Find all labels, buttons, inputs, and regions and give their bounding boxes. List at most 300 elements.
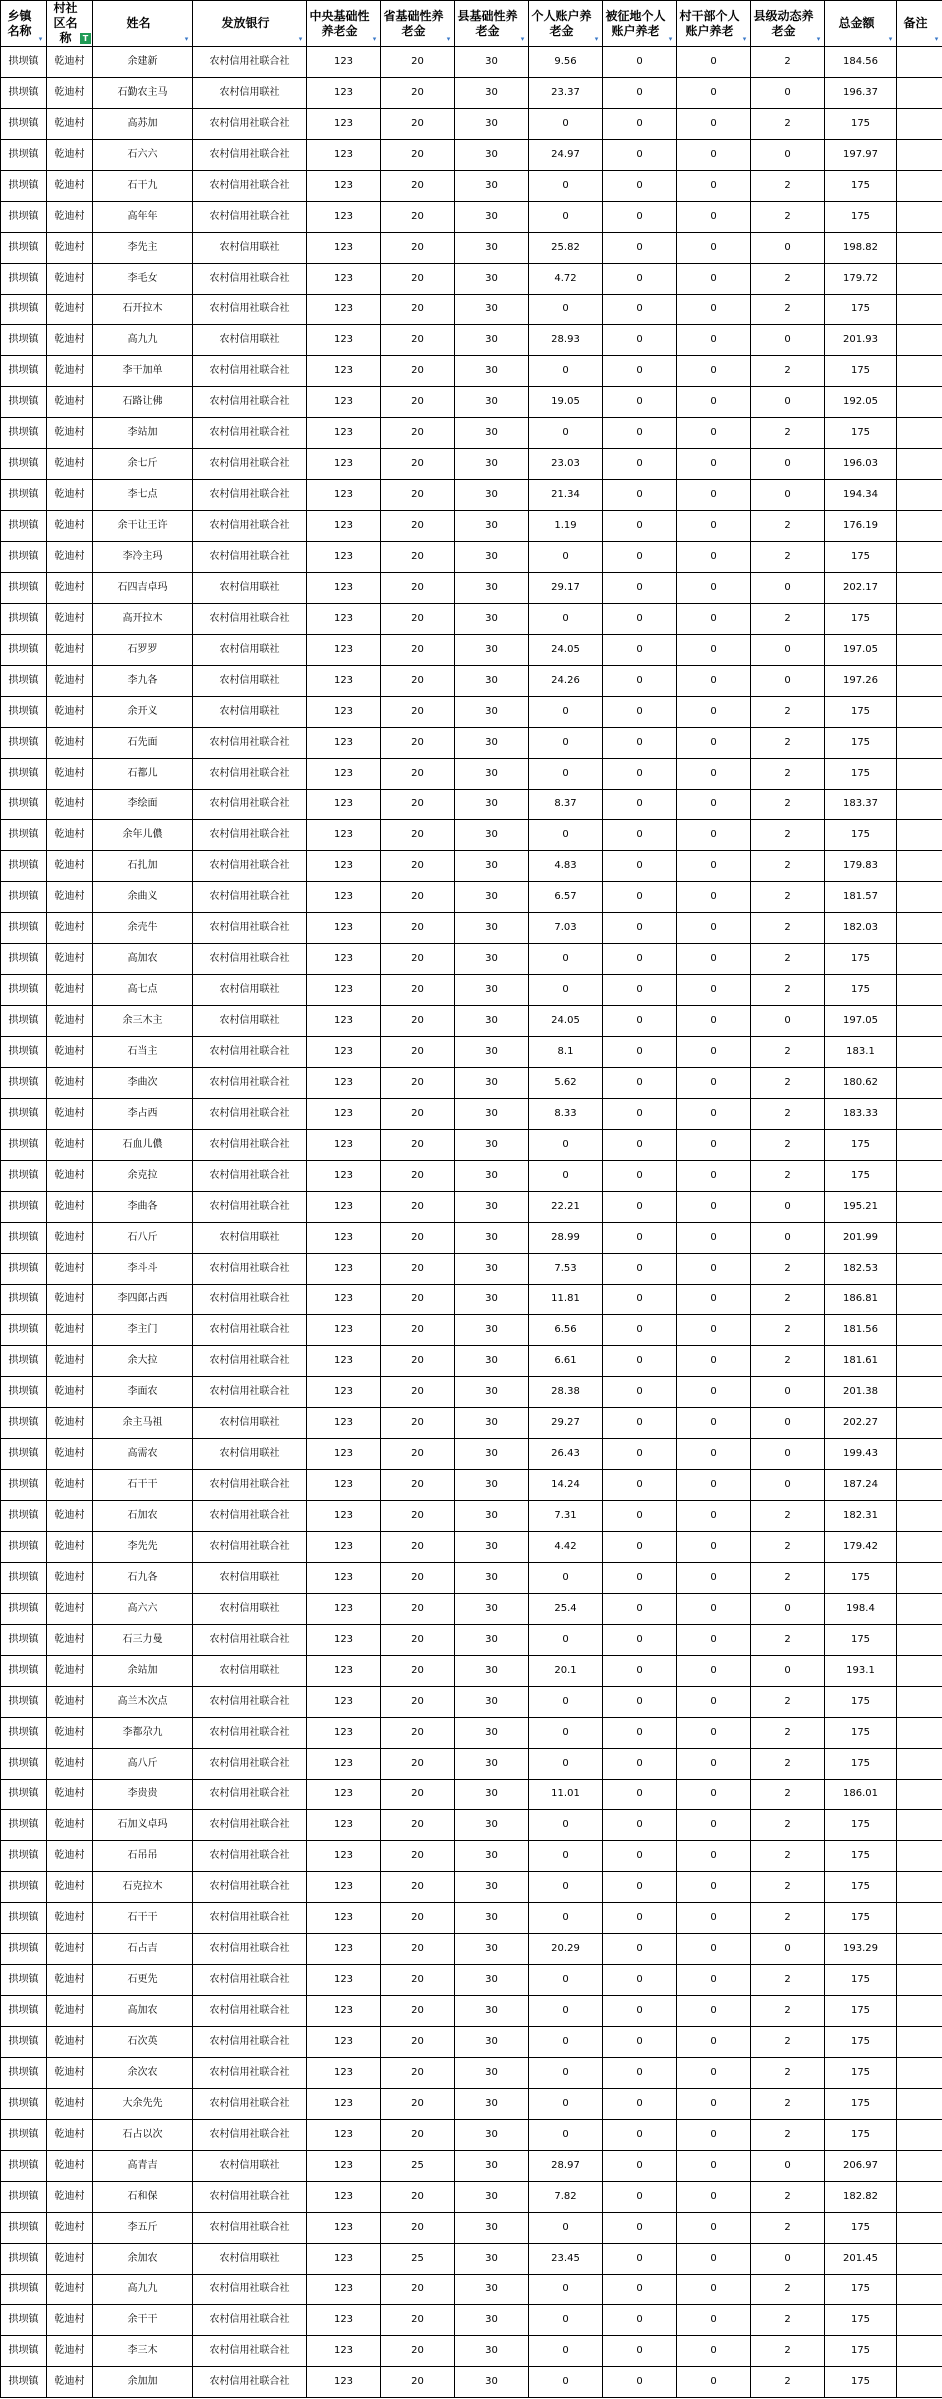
cell-cadre: 0 — [677, 1284, 751, 1315]
cell-village: 乾迪村 — [47, 913, 93, 944]
cell-name: 李站加 — [93, 418, 193, 449]
cell-bank: 农村信用社联合社 — [193, 480, 307, 511]
cell-bank: 农村信用社联合社 — [193, 789, 307, 820]
cell-village: 乾迪村 — [47, 975, 93, 1006]
filter-dropdown-icon[interactable]: ▾ — [934, 35, 939, 43]
cell-cadre: 0 — [677, 2057, 751, 2088]
cell-central: 123 — [307, 108, 381, 139]
cell-village: 乾迪村 — [47, 1872, 93, 1903]
cell-central: 123 — [307, 263, 381, 294]
cell-landless: 0 — [603, 542, 677, 573]
filter-dropdown-icon[interactable]: ▾ — [816, 35, 821, 43]
cell-county_dyn: 2 — [751, 1779, 825, 1810]
cell-village: 乾迪村 — [47, 1129, 93, 1160]
cell-province: 20 — [381, 944, 455, 975]
filter-dropdown-icon[interactable]: ▾ — [184, 35, 189, 43]
cell-total: 179.72 — [825, 263, 897, 294]
cell-province: 20 — [381, 418, 455, 449]
cell-village: 乾迪村 — [47, 387, 93, 418]
cell-county_dyn: 0 — [751, 634, 825, 665]
cell-landless: 0 — [603, 1037, 677, 1068]
cell-county_dyn: 2 — [751, 1686, 825, 1717]
cell-bank: 农村信用联社 — [193, 634, 307, 665]
cell-bank: 农村信用社联合社 — [193, 263, 307, 294]
cell-county: 30 — [455, 1129, 529, 1160]
cell-county: 30 — [455, 882, 529, 913]
cell-bank: 农村信用社联合社 — [193, 1872, 307, 1903]
cell-village: 乾迪村 — [47, 2305, 93, 2336]
cell-bank: 农村信用社联合社 — [193, 2274, 307, 2305]
table-row — [1, 232, 942, 263]
cell-town: 拱坝镇 — [1, 820, 47, 851]
cell-note — [897, 789, 942, 820]
cell-name: 石和保 — [93, 2181, 193, 2212]
cell-county: 30 — [455, 1377, 529, 1408]
cell-province: 20 — [381, 1748, 455, 1779]
cell-note — [897, 1810, 942, 1841]
filter-dropdown-icon[interactable]: ▾ — [594, 35, 599, 43]
cell-county_dyn: 2 — [751, 263, 825, 294]
filter-dropdown-icon[interactable]: ▾ — [742, 35, 747, 43]
cell-town: 拱坝镇 — [1, 232, 47, 263]
cell-village: 乾迪村 — [47, 47, 93, 78]
cell-total: 201.38 — [825, 1377, 897, 1408]
cell-village: 乾迪村 — [47, 449, 93, 480]
cell-total: 182.31 — [825, 1501, 897, 1532]
cell-bank: 农村信用社联合社 — [193, 1532, 307, 1563]
cell-note — [897, 975, 942, 1006]
table-row — [1, 2088, 942, 2119]
table-row — [1, 913, 942, 944]
cell-central: 123 — [307, 851, 381, 882]
cell-landless: 0 — [603, 139, 677, 170]
cell-landless: 0 — [603, 1841, 677, 1872]
cell-note — [897, 1222, 942, 1253]
column-header-county — [455, 1, 529, 47]
cell-county_dyn: 2 — [751, 201, 825, 232]
cell-village: 乾迪村 — [47, 2181, 93, 2212]
table-row — [1, 2336, 942, 2367]
cell-note — [897, 1624, 942, 1655]
cell-name: 余站加 — [93, 1655, 193, 1686]
cell-note — [897, 1408, 942, 1439]
cell-village: 乾迪村 — [47, 418, 93, 449]
cell-province: 20 — [381, 1129, 455, 1160]
cell-county: 30 — [455, 232, 529, 263]
cell-county_dyn: 2 — [751, 727, 825, 758]
cell-province: 20 — [381, 851, 455, 882]
cell-central: 123 — [307, 77, 381, 108]
column-header-label: 县基础性养老金 — [457, 8, 518, 38]
column-header-label: 姓名 — [126, 16, 151, 30]
cell-province: 20 — [381, 1593, 455, 1624]
cell-village: 乾迪村 — [47, 665, 93, 696]
cell-village: 乾迪村 — [47, 2336, 93, 2367]
cell-total: 197.26 — [825, 665, 897, 696]
cell-landless: 0 — [603, 1222, 677, 1253]
cell-name: 石先面 — [93, 727, 193, 758]
cell-personal: 8.33 — [529, 1098, 603, 1129]
column-header-province — [381, 1, 455, 47]
cell-central: 123 — [307, 1624, 381, 1655]
cell-province: 20 — [381, 1996, 455, 2027]
cell-landless: 0 — [603, 1439, 677, 1470]
cell-total: 193.29 — [825, 1934, 897, 1965]
cell-cadre: 0 — [677, 1346, 751, 1377]
cell-bank: 农村信用社联合社 — [193, 1284, 307, 1315]
cell-county: 30 — [455, 1439, 529, 1470]
cell-county_dyn: 0 — [751, 1222, 825, 1253]
cell-village: 乾迪村 — [47, 1222, 93, 1253]
cell-name: 李四郎占西 — [93, 1284, 193, 1315]
cell-central: 123 — [307, 1408, 381, 1439]
cell-personal: 4.83 — [529, 851, 603, 882]
cell-bank: 农村信用联社 — [193, 325, 307, 356]
cell-central: 123 — [307, 1346, 381, 1377]
cell-cadre: 0 — [677, 727, 751, 758]
cell-note — [897, 2119, 942, 2150]
cell-town: 拱坝镇 — [1, 1934, 47, 1965]
cell-county_dyn: 2 — [751, 1841, 825, 1872]
cell-name: 高兰木次点 — [93, 1686, 193, 1717]
cell-landless: 0 — [603, 603, 677, 634]
cell-county_dyn: 2 — [751, 2027, 825, 2058]
cell-landless: 0 — [603, 325, 677, 356]
cell-central: 123 — [307, 1748, 381, 1779]
column-header-total — [825, 1, 897, 47]
cell-cadre: 0 — [677, 47, 751, 78]
cell-cadre: 0 — [677, 1593, 751, 1624]
cell-county_dyn: 0 — [751, 572, 825, 603]
cell-note — [897, 294, 942, 325]
cell-county_dyn: 2 — [751, 1624, 825, 1655]
cell-central: 123 — [307, 170, 381, 201]
cell-county_dyn: 2 — [751, 2274, 825, 2305]
cell-central: 123 — [307, 2336, 381, 2367]
cell-name: 李斗斗 — [93, 1253, 193, 1284]
cell-village: 乾迪村 — [47, 758, 93, 789]
table-header — [1, 1, 942, 47]
column-header-village — [47, 1, 93, 47]
cell-county_dyn: 2 — [751, 2181, 825, 2212]
cell-county: 30 — [455, 449, 529, 480]
cell-landless: 0 — [603, 1253, 677, 1284]
cell-note — [897, 1717, 942, 1748]
cell-town: 拱坝镇 — [1, 387, 47, 418]
cell-landless: 0 — [603, 1903, 677, 1934]
column-header-label: 总金额 — [838, 16, 875, 30]
cell-central: 123 — [307, 1965, 381, 1996]
column-header-label: 乡镇名称 — [7, 8, 32, 38]
cell-province: 20 — [381, 232, 455, 263]
active-filter-icon[interactable]: T — [80, 33, 91, 44]
cell-central: 123 — [307, 1996, 381, 2027]
cell-province: 20 — [381, 325, 455, 356]
cell-province: 20 — [381, 1191, 455, 1222]
cell-name: 高九九 — [93, 325, 193, 356]
cell-total: 202.17 — [825, 572, 897, 603]
filter-dropdown-icon[interactable]: ▾ — [446, 35, 451, 43]
cell-county: 30 — [455, 1470, 529, 1501]
cell-county: 30 — [455, 1965, 529, 1996]
cell-central: 123 — [307, 1470, 381, 1501]
cell-central: 123 — [307, 449, 381, 480]
cell-town: 拱坝镇 — [1, 1841, 47, 1872]
cell-province: 20 — [381, 170, 455, 201]
cell-personal: 0 — [529, 1748, 603, 1779]
cell-total: 194.34 — [825, 480, 897, 511]
cell-name: 高年年 — [93, 201, 193, 232]
table-row — [1, 1253, 942, 1284]
cell-central: 123 — [307, 1191, 381, 1222]
cell-total: 202.27 — [825, 1408, 897, 1439]
filter-dropdown-icon[interactable]: ▾ — [372, 35, 377, 43]
cell-total: 196.37 — [825, 77, 897, 108]
cell-personal: 9.56 — [529, 47, 603, 78]
cell-county: 30 — [455, 1408, 529, 1439]
cell-note — [897, 1841, 942, 1872]
cell-village: 乾迪村 — [47, 77, 93, 108]
cell-note — [897, 913, 942, 944]
cell-cadre: 0 — [677, 2274, 751, 2305]
cell-note — [897, 1996, 942, 2027]
cell-personal: 28.99 — [529, 1222, 603, 1253]
cell-central: 123 — [307, 2088, 381, 2119]
cell-central: 123 — [307, 511, 381, 542]
cell-county: 30 — [455, 77, 529, 108]
cell-note — [897, 1501, 942, 1532]
cell-county: 30 — [455, 634, 529, 665]
table-row — [1, 2305, 942, 2336]
cell-name: 石扎加 — [93, 851, 193, 882]
cell-central: 123 — [307, 2243, 381, 2274]
column-header-label: 省基础性养老金 — [383, 8, 444, 38]
cell-county: 30 — [455, 1253, 529, 1284]
cell-landless: 0 — [603, 480, 677, 511]
cell-county: 30 — [455, 108, 529, 139]
cell-county_dyn: 0 — [751, 232, 825, 263]
cell-landless: 0 — [603, 634, 677, 665]
cell-name: 石更先 — [93, 1965, 193, 1996]
cell-bank: 农村信用社联合社 — [193, 2088, 307, 2119]
cell-landless: 0 — [603, 2119, 677, 2150]
cell-note — [897, 108, 942, 139]
cell-county_dyn: 2 — [751, 1346, 825, 1377]
cell-total: 175 — [825, 1872, 897, 1903]
cell-province: 20 — [381, 572, 455, 603]
column-header-town — [1, 1, 47, 47]
cell-village: 乾迪村 — [47, 542, 93, 573]
cell-central: 123 — [307, 1593, 381, 1624]
cell-name: 李先先 — [93, 1532, 193, 1563]
column-header-central — [307, 1, 381, 47]
cell-county_dyn: 2 — [751, 1872, 825, 1903]
cell-province: 20 — [381, 2181, 455, 2212]
cell-town: 拱坝镇 — [1, 1470, 47, 1501]
cell-town: 拱坝镇 — [1, 1315, 47, 1346]
cell-province: 20 — [381, 665, 455, 696]
cell-province: 20 — [381, 2336, 455, 2367]
cell-county_dyn: 2 — [751, 294, 825, 325]
cell-cadre: 0 — [677, 1903, 751, 1934]
cell-cadre: 0 — [677, 820, 751, 851]
cell-total: 175 — [825, 1903, 897, 1934]
cell-cadre: 0 — [677, 480, 751, 511]
cell-personal: 28.38 — [529, 1377, 603, 1408]
cell-name: 余三木主 — [93, 1006, 193, 1037]
cell-total: 175 — [825, 1129, 897, 1160]
cell-town: 拱坝镇 — [1, 727, 47, 758]
cell-village: 乾迪村 — [47, 2088, 93, 2119]
cell-province: 20 — [381, 634, 455, 665]
cell-county_dyn: 2 — [751, 1315, 825, 1346]
cell-landless: 0 — [603, 1315, 677, 1346]
cell-name: 石加农 — [93, 1501, 193, 1532]
cell-town: 拱坝镇 — [1, 1129, 47, 1160]
cell-personal: 6.56 — [529, 1315, 603, 1346]
table-row — [1, 77, 942, 108]
cell-landless: 0 — [603, 1501, 677, 1532]
cell-personal: 20.29 — [529, 1934, 603, 1965]
table-row — [1, 1439, 942, 1470]
filter-dropdown-icon[interactable]: ▾ — [888, 35, 893, 43]
cell-personal: 0 — [529, 1965, 603, 1996]
cell-province: 20 — [381, 1408, 455, 1439]
cell-landless: 0 — [603, 882, 677, 913]
table-row — [1, 108, 942, 139]
cell-landless: 0 — [603, 1284, 677, 1315]
cell-landless: 0 — [603, 1655, 677, 1686]
cell-landless: 0 — [603, 294, 677, 325]
cell-cadre: 0 — [677, 201, 751, 232]
cell-cadre: 0 — [677, 263, 751, 294]
cell-personal: 24.05 — [529, 1006, 603, 1037]
cell-village: 乾迪村 — [47, 2150, 93, 2181]
cell-total: 196.03 — [825, 449, 897, 480]
cell-town: 拱坝镇 — [1, 1501, 47, 1532]
cell-landless: 0 — [603, 1098, 677, 1129]
cell-central: 123 — [307, 542, 381, 573]
table-row — [1, 1284, 942, 1315]
cell-central: 123 — [307, 572, 381, 603]
cell-province: 20 — [381, 1965, 455, 1996]
cell-province: 20 — [381, 480, 455, 511]
cell-landless: 0 — [603, 2088, 677, 2119]
cell-total: 175 — [825, 1841, 897, 1872]
filter-dropdown-icon[interactable]: ▾ — [668, 35, 673, 43]
cell-bank: 农村信用联社 — [193, 696, 307, 727]
filter-dropdown-icon[interactable]: ▾ — [298, 35, 303, 43]
table-row — [1, 789, 942, 820]
cell-cadre: 0 — [677, 542, 751, 573]
cell-landless: 0 — [603, 1160, 677, 1191]
cell-personal: 0 — [529, 1624, 603, 1655]
cell-central: 123 — [307, 913, 381, 944]
cell-county_dyn: 2 — [751, 1284, 825, 1315]
cell-central: 123 — [307, 232, 381, 263]
cell-name: 石都儿 — [93, 758, 193, 789]
cell-county: 30 — [455, 1903, 529, 1934]
cell-province: 20 — [381, 511, 455, 542]
table-row — [1, 1779, 942, 1810]
cell-personal: 20.1 — [529, 1655, 603, 1686]
cell-total: 175 — [825, 1686, 897, 1717]
cell-bank: 农村信用社联合社 — [193, 170, 307, 201]
cell-note — [897, 2336, 942, 2367]
cell-bank: 农村信用社联合社 — [193, 1779, 307, 1810]
cell-landless: 0 — [603, 2212, 677, 2243]
cell-note — [897, 1532, 942, 1563]
cell-total: 175 — [825, 170, 897, 201]
cell-landless: 0 — [603, 913, 677, 944]
cell-cadre: 0 — [677, 1779, 751, 1810]
cell-town: 拱坝镇 — [1, 1532, 47, 1563]
cell-county_dyn: 2 — [751, 1160, 825, 1191]
table-row — [1, 1810, 942, 1841]
cell-landless: 0 — [603, 1129, 677, 1160]
cell-landless: 0 — [603, 2274, 677, 2305]
table-row — [1, 2057, 942, 2088]
cell-cadre: 0 — [677, 139, 751, 170]
cell-landless: 0 — [603, 2367, 677, 2398]
cell-county_dyn: 0 — [751, 77, 825, 108]
cell-cadre: 0 — [677, 387, 751, 418]
cell-town: 拱坝镇 — [1, 542, 47, 573]
cell-central: 123 — [307, 665, 381, 696]
cell-province: 20 — [381, 1160, 455, 1191]
cell-personal: 0 — [529, 542, 603, 573]
cell-town: 拱坝镇 — [1, 882, 47, 913]
cell-county_dyn: 2 — [751, 1037, 825, 1068]
cell-county: 30 — [455, 2274, 529, 2305]
filter-dropdown-icon[interactable]: ▾ — [38, 35, 43, 43]
filter-dropdown-icon[interactable]: ▾ — [520, 35, 525, 43]
cell-county_dyn: 2 — [751, 913, 825, 944]
cell-central: 123 — [307, 325, 381, 356]
cell-name: 余壳牛 — [93, 913, 193, 944]
cell-bank: 农村信用联社 — [193, 2243, 307, 2274]
cell-total: 183.37 — [825, 789, 897, 820]
cell-personal: 6.57 — [529, 882, 603, 913]
cell-county_dyn: 2 — [751, 108, 825, 139]
cell-note — [897, 2305, 942, 2336]
cell-personal: 0 — [529, 603, 603, 634]
cell-village: 乾迪村 — [47, 1470, 93, 1501]
cell-note — [897, 542, 942, 573]
cell-name: 高六六 — [93, 1593, 193, 1624]
cell-cadre: 0 — [677, 1717, 751, 1748]
cell-province: 20 — [381, 1562, 455, 1593]
cell-county: 30 — [455, 387, 529, 418]
cell-name: 石干九 — [93, 170, 193, 201]
cell-cadre: 0 — [677, 1965, 751, 1996]
column-header-bank — [193, 1, 307, 47]
cell-village: 乾迪村 — [47, 1191, 93, 1222]
cell-personal: 24.26 — [529, 665, 603, 696]
cell-total: 175 — [825, 1624, 897, 1655]
cell-county: 30 — [455, 975, 529, 1006]
cell-county: 30 — [455, 2181, 529, 2212]
cell-personal: 0 — [529, 201, 603, 232]
cell-county_dyn: 2 — [751, 542, 825, 573]
cell-note — [897, 170, 942, 201]
cell-province: 20 — [381, 2119, 455, 2150]
cell-bank: 农村信用社联合社 — [193, 1748, 307, 1779]
cell-bank: 农村信用社联合社 — [193, 418, 307, 449]
cell-name: 余加农 — [93, 2243, 193, 2274]
cell-county: 30 — [455, 294, 529, 325]
cell-county: 30 — [455, 1006, 529, 1037]
